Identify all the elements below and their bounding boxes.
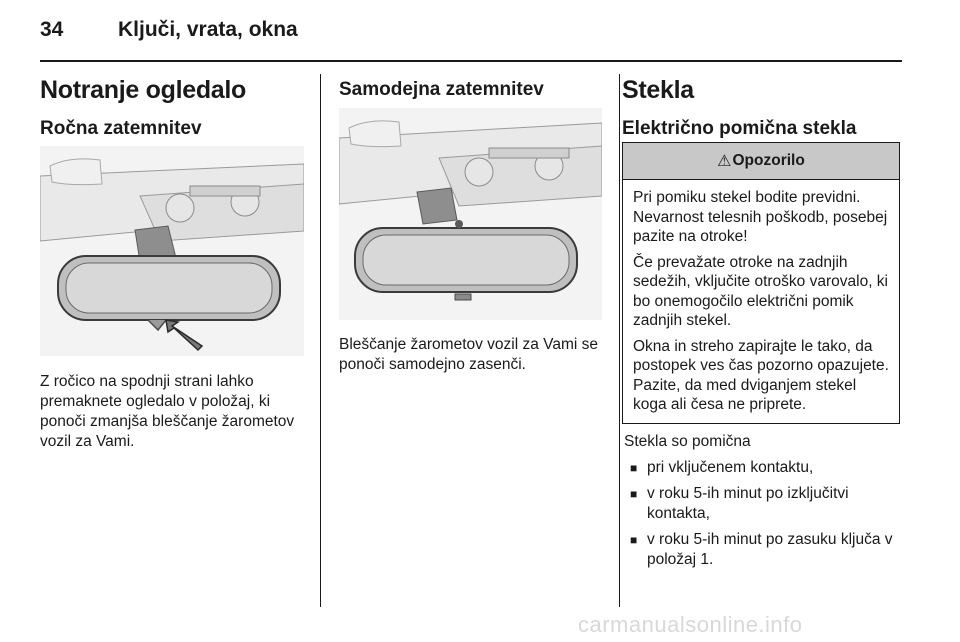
auto-mirror-illustration (339, 108, 602, 320)
column-divider-left (320, 74, 321, 607)
windows-intro-text: Stekla so pomična (624, 433, 751, 450)
auto-dimming-text: Bleščanje žarometov vozil za Vami se ponoči samodejno zasenči. (339, 336, 599, 373)
warning-paragraph: Če prevažate otroke na zadnjih sedežih, vključite otroško varovalo, ki bo onemogočilo električni pomik zadnjih stekel. (633, 253, 889, 329)
list-item: ■ v roku 5-ih minut po izključitvi kontakta, (630, 485, 849, 522)
header-rule (40, 60, 902, 62)
page-number: 34 (40, 18, 64, 41)
bullet-icon: ■ (630, 533, 638, 547)
manual-mirror-illustration (40, 146, 304, 356)
watermark: carmanualsonline.info (578, 612, 803, 637)
column-divider-right (619, 74, 620, 607)
subheading-power-windows: Električno pomična stekla (622, 118, 857, 139)
warning-header (623, 143, 899, 180)
warning-box (622, 142, 900, 424)
warning-body (623, 180, 899, 415)
manual-dimming-text: Z ročico na spodnji strani lahko premaknete ogledalo v položaj, ki ponoči zmanjša bleščanje žarometov vozil za Vami. (40, 373, 295, 450)
section-heading-mirror: Notranje ogledalo (40, 76, 247, 104)
warning-paragraph: Okna in streho zapirajte le tako, da postopek ves čas pozorno opazujete. Pazite, da med dviganjem stekel koga ali česa ne priprete. (633, 337, 889, 413)
bullet-icon: ■ (630, 487, 638, 501)
bullet-icon: ■ (630, 461, 638, 475)
subheading-manual-dimming: Ročna zatemnitev (40, 118, 202, 139)
list-item: ■ v roku 5-ih minut po zasuku ključa v položaj 1. (630, 531, 893, 568)
windows-conditions-list (624, 458, 904, 576)
warning-paragraph: Pri pomiku stekel bodite previdni. Nevarnost telesnih poškodb, posebej pazite na otroke! (633, 189, 888, 245)
list-item: ■ pri vključenem kontaktu, (630, 459, 814, 476)
subheading-auto-dimming: Samodejna zatemnitev (339, 79, 544, 100)
chapter-title: Ključi, vrata, okna (118, 18, 298, 41)
warning-title: Opozorilo (732, 152, 805, 169)
section-heading-windows: Stekla (622, 76, 694, 104)
warning-triangle-icon: ⚠ (717, 153, 732, 170)
